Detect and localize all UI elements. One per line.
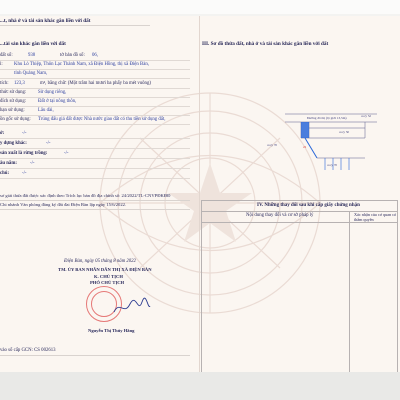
rule-line xyxy=(0,60,190,61)
changes-table-column-divider xyxy=(349,211,350,373)
construct-label: y dựng khác: xyxy=(0,141,27,146)
map-label-a: cocy 50 xyxy=(339,130,350,134)
rule-line xyxy=(0,138,190,139)
rule-line xyxy=(0,158,190,159)
rule-line xyxy=(0,115,190,116)
photo-background-top xyxy=(0,0,400,14)
forest-value: -/- xyxy=(64,151,69,156)
field-6-value: Đất ở tại nông thôn, xyxy=(38,99,77,104)
map-label-e: cocy 70 xyxy=(327,163,338,167)
changes-table xyxy=(201,200,398,373)
handwritten-signature-icon xyxy=(112,296,152,318)
construct-value: -/- xyxy=(46,141,51,146)
field-5-value: Sử dụng riêng, xyxy=(38,90,67,95)
field-6-label: đích sử dụng: xyxy=(0,99,27,104)
rule-line xyxy=(0,78,190,79)
rule-line xyxy=(0,124,190,125)
rule-line xyxy=(0,69,190,70)
field-3-label: ỉ: xyxy=(0,62,3,67)
section-3-heading: III. Sơ đồ thửa đất, nhà ở và tài sản khác gắn liền với đất xyxy=(202,41,329,47)
note-line-1: sơ giải thửa đất được xác định theo Trích lục bản đồ địa chính số: 24/2022/TL-CNVPĐKĐĐ xyxy=(0,193,171,198)
certificate-page xyxy=(0,16,400,373)
section-4-heading: IV. Những thay đổi sau khi cấp giấy chứng nhận xyxy=(257,203,360,208)
field-4-value: 123,3 xyxy=(14,81,25,86)
rule-line xyxy=(0,355,190,356)
land-parcel-map xyxy=(265,108,385,186)
col-1-header: Nội dung thay đổi và cơ sở pháp lý xyxy=(246,213,314,218)
house-label: ở: xyxy=(0,131,5,136)
rule-line xyxy=(0,88,190,89)
notes-value: -/- xyxy=(22,171,27,176)
field-4-suffix: m², bằng chữ: (Một trăm hai mươi ba phẩy ba mét vuông) xyxy=(40,81,151,86)
field-1-value: 938 xyxy=(28,53,36,58)
forest-label: sản xuất là rừng trồng: xyxy=(0,151,48,156)
field-2-label: tờ bản đồ số: xyxy=(60,53,85,58)
changes-table-column-headers xyxy=(202,211,397,223)
col-2-header: Xác nhận của cơ quan có thẩm quyền xyxy=(354,212,397,222)
field-8-value: Trúng đấu giá đất được Nhà nước giao đất có thu tiền sử dụng đất, xyxy=(38,117,166,122)
issue-date: Điện Bàn, ngày 05 tháng 8 năm 2022 xyxy=(64,259,136,264)
left-top-heading: ...t, nhà ở và tài sản khác gắn liền với đất xyxy=(0,18,91,24)
map-road-label: Đường đô thị (lộ giới 13,5m) xyxy=(307,116,347,120)
field-3-value: Khu Lò Thiệp, Thôn Lạc Thành Nam, xã Điện Hồng, thị xã Điện Bàn, xyxy=(14,62,149,67)
field-7-value: Lâu dài, xyxy=(38,108,54,113)
issuing-organization: TM. ỦY BAN NHÂN DÂN THỊ XÃ ĐIỆN BÀN xyxy=(58,267,152,272)
field-3-continuation: tỉnh Quảng Nam, xyxy=(14,71,48,76)
signer-name: Nguyễn Thị Thúy Hằng xyxy=(88,328,135,333)
rule-line xyxy=(0,178,190,179)
certificate-register-number: vào sổ cấp GCN: CS 002613 xyxy=(0,348,56,353)
field-2-value: 06, xyxy=(92,53,98,58)
signer-role-1: K. CHỦ TỊCH xyxy=(94,274,123,279)
field-4-label: tích: xyxy=(0,81,9,86)
rule-line xyxy=(0,168,190,169)
rule-line xyxy=(0,106,190,107)
perennial-value: -/- xyxy=(30,161,35,166)
notes-label: chú: xyxy=(0,171,10,176)
map-label-d: cocy 52 xyxy=(361,114,372,118)
map-label-b: cocy 70 xyxy=(267,143,278,147)
rule-line xyxy=(0,200,190,201)
house-value: -/- xyxy=(22,131,27,136)
signer-role-2: PHÓ CHỦ TỊCH xyxy=(90,280,125,285)
rule-line xyxy=(0,148,190,149)
map-label-c: 22 xyxy=(303,145,307,149)
field-8-label: ồn gốc sử dụng: xyxy=(0,117,31,122)
rule-line xyxy=(0,97,190,98)
note-line-2: Chi nhánh Văn phòng đăng ký đất đai Điện Bàn lập ngày 15/6/2022. xyxy=(0,202,127,207)
left-section-heading: ...tài sản khác gắn liền với đất xyxy=(0,41,66,47)
rule-line xyxy=(0,25,150,26)
field-7-label: hạn sử dụng: xyxy=(0,108,25,113)
perennial-label: âu năm: xyxy=(0,161,17,166)
photo-background-bottom xyxy=(0,372,400,400)
rule-line xyxy=(0,209,190,210)
field-1-label: đất số: xyxy=(0,53,13,58)
page-fold-line xyxy=(199,16,200,373)
field-5-label: thức sử dụng: xyxy=(0,90,27,95)
